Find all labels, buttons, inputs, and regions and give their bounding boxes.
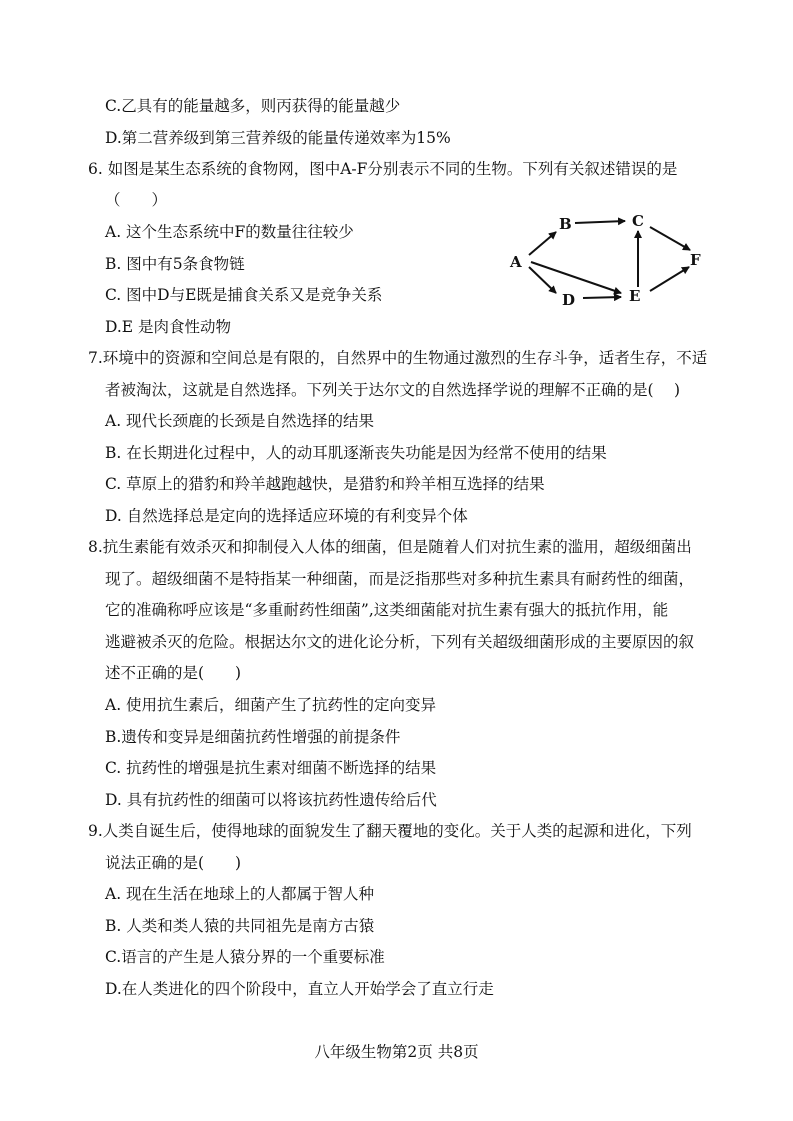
q8-stem-line4: 逃避被杀灭的危险。根据达尔文的进化论分析，下列有关超级细菌形成的主要原因的叙: [105, 633, 695, 651]
q9-option-d: D.在人类进化的四个阶段中，直立人开始学会了直立行走: [105, 980, 494, 998]
q8-option-b: B.遗传和变异是细菌抗药性增强的前提条件: [105, 728, 401, 746]
q8-option-a: A. 使用抗生素后，细菌产生了抗药性的定向变异: [105, 696, 437, 714]
q6-option-a: A. 这个生态系统中F的数量往往较少: [105, 223, 354, 241]
edge-a-d: [529, 267, 556, 293]
q9-option-b: B. 人类和类人猿的共同祖先是南方古猿: [105, 917, 375, 935]
q5-option-c: C.乙具有的能量越多，则丙获得的能量越少: [105, 97, 401, 115]
q8-stem-line3: 它的准确称呼应该是“多重耐药性细菌”,这类细菌能对抗生素有强大的抵抗作用，能: [105, 601, 669, 619]
edge-c-f: [650, 227, 690, 250]
q7-stem-line1: 7.环境中的资源和空间总是有限的，自然界中的生物通过激烈的生存斗争，适者生存，不适: [88, 349, 708, 367]
edge-a-e: [531, 262, 621, 293]
node-c: C: [632, 212, 644, 230]
q6-option-b: B. 图中有5条食物链: [105, 255, 245, 273]
q6-option-c: C. 图中D与E既是捕食关系又是竞争关系: [105, 286, 383, 304]
node-a: A: [510, 253, 522, 271]
q8-option-d: D. 具有抗药性的细菌可以将该抗药性遗传给后代: [105, 791, 437, 809]
q8-stem-line5: 述不正确的是( ): [105, 664, 242, 682]
q9-option-a: A. 现在生活在地球上的人都属于智人种: [105, 885, 375, 903]
node-d: D: [562, 291, 576, 309]
q8-stem-line2: 现了。超级细菌不是特指某一种细菌，而是泛指那些对多种抗生素具有耐药性的细菌，: [105, 570, 695, 588]
q7-option-d: D. 自然选择总是定向的选择适应环境的有利变异个体: [105, 507, 468, 525]
q8-option-c: C. 抗药性的增强是抗生素对细菌不断选择的结果: [105, 759, 437, 777]
q6-option-d: D.E 是肉食性动物: [105, 318, 232, 336]
node-b: B: [559, 215, 572, 233]
q9-stem-line1: 9.人类自诞生后，使得地球的面貌发生了翻天覆地的变化。关于人类的起源和进化，下列: [88, 822, 692, 840]
edge-e-f: [650, 267, 689, 291]
q7-option-c: C. 草原上的猎豹和羚羊越跑越快，是猎豹和羚羊相互选择的结果: [105, 475, 545, 493]
node-e: E: [629, 287, 641, 305]
q7-option-b: B. 在长期进化过程中，人的动耳肌逐渐丧失功能是因为经常不使用的结果: [105, 444, 607, 462]
q9-option-c: C.语言的产生是人猿分界的一个重要标准: [105, 948, 385, 966]
q7-option-a: A. 现代长颈鹿的长颈是自然选择的结果: [105, 412, 375, 430]
page-footer: 八年级生物第2页 共8页: [314, 1043, 479, 1061]
q7-stem-line2: 者被淘汰，这就是自然选择。下列关于达尔文的自然选择学说的理解不正确的是( ): [105, 381, 681, 399]
node-f: F: [690, 251, 701, 269]
q5-option-d: D.第二营养级到第三营养级的能量传递效率为15%: [105, 129, 451, 147]
q6-stem-line2: （ ）: [105, 191, 168, 209]
edge-a-b: [529, 232, 556, 255]
food-web-diagram: [505, 205, 710, 315]
q9-stem-line2: 说法正确的是( ): [105, 854, 242, 872]
q8-stem-line1: 8.抗生素能有效杀灭和抑制侵入人体的细菌，但是随着人们对抗生素的滥用，超级细菌出: [88, 538, 692, 556]
edge-b-c: [575, 221, 625, 223]
q6-stem-line1: 6. 如图是某生态系统的食物网，图中A-F分别表示不同的生物。下列有关叙述错误的是: [88, 160, 678, 178]
edge-d-e: [583, 297, 621, 298]
